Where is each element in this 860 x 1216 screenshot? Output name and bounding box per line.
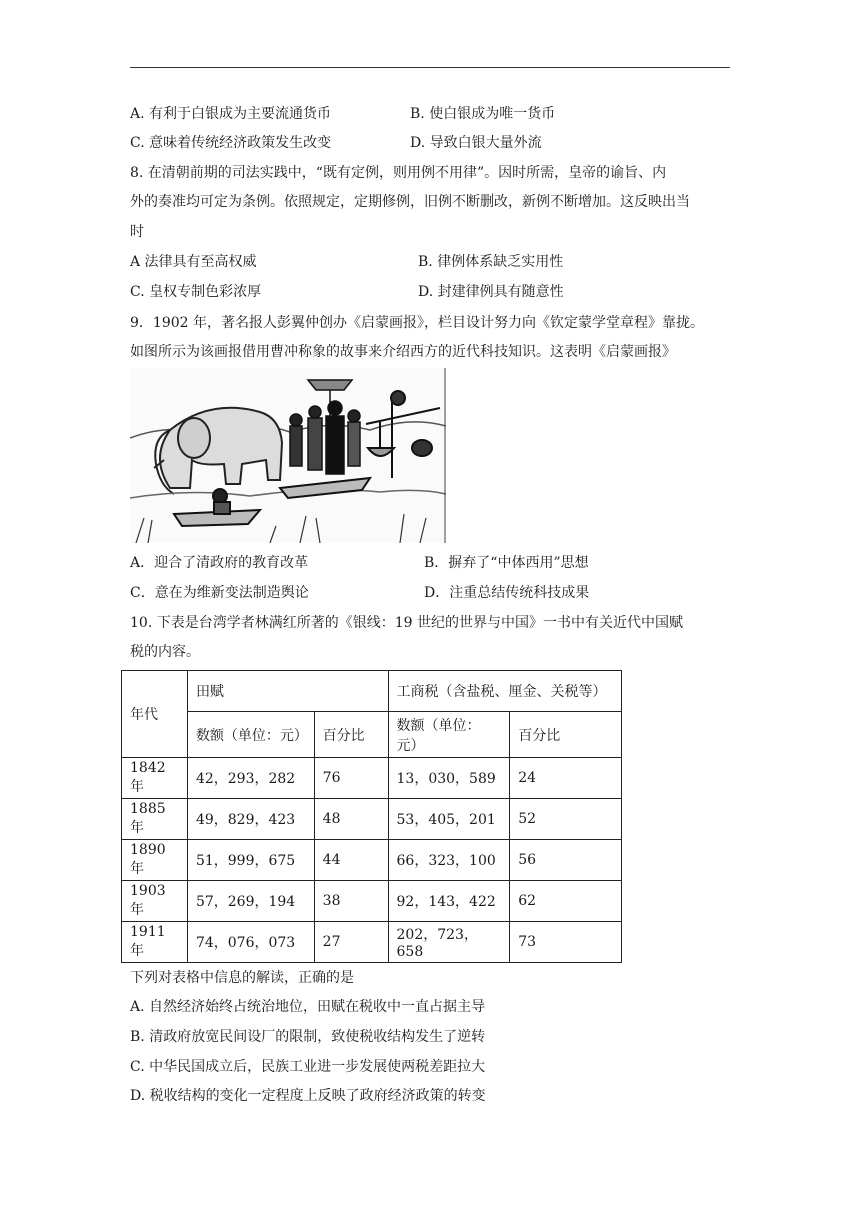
q8-stem-line1: 8. 在清朝前期的司法实践中，“既有定例，则用例不用律”。因时所需，皇帝的谕旨、内 xyxy=(130,165,667,181)
q9-option-d[interactable]: D．注重总结传统科技成果 xyxy=(424,585,590,601)
q10-option-d[interactable]: D. 税收结构的变化一定程度上反映了政府经济政策的转变 xyxy=(130,1088,486,1104)
cell-year: 1885 年 xyxy=(122,799,188,840)
q9-option-c[interactable]: C．意在为维新变法制造舆论 xyxy=(130,585,309,601)
q7-option-c[interactable]: C. 意味着传统经济政策发生改变 xyxy=(130,135,332,151)
q10-question: 下列对表格中信息的解读，正确的是 xyxy=(130,970,354,986)
cell-year: 1911 年 xyxy=(122,922,188,963)
q9-option-b[interactable]: B．摒弃了“中体西用”思想 xyxy=(424,555,589,571)
subheader-amount-a: 数额（单位：元） xyxy=(187,712,314,758)
subheader-pct-a: 百分比 xyxy=(314,712,388,758)
q10-option-c[interactable]: C. 中华民国成立后，民族工业进一步发展使两税差距拉大 xyxy=(130,1059,486,1075)
header-rule xyxy=(130,67,730,68)
header-land-tax: 田赋 xyxy=(187,671,388,712)
q10-stem-line2: 税的内容。 xyxy=(130,644,200,660)
cell-commercial-amount: 202，723，658 xyxy=(388,922,510,963)
cell-land-pct: 76 xyxy=(314,758,388,799)
q8-stem-line3: 时 xyxy=(130,224,144,240)
tax-table xyxy=(121,670,622,963)
q8-option-a[interactable]: A 法律具有至高权威 xyxy=(130,254,257,270)
cell-land-pct: 44 xyxy=(314,840,388,881)
subheader-pct-b: 百分比 xyxy=(510,712,622,758)
q7-option-d[interactable]: D. 导致白银大量外流 xyxy=(410,135,542,151)
cell-land-pct: 27 xyxy=(314,922,388,963)
cell-land-amount: 42，293，282 xyxy=(187,758,314,799)
cell-land-amount: 57，269，194 xyxy=(187,881,314,922)
cell-commercial-amount: 92，143，422 xyxy=(388,881,510,922)
q7-option-b[interactable]: B. 使白银成为唯一货币 xyxy=(410,106,556,122)
q10-stem-line1: 10. 下表是台湾学者林满红所著的《银线：19 世纪的世界与中国》一书中有关近代中国赋 xyxy=(130,615,683,631)
cell-year: 1842 年 xyxy=(122,758,188,799)
q8-stem-line2: 外的奏准均可定为条例。依照规定，定期修例，旧例不断删改，新例不断增加。这反映出当 xyxy=(130,194,690,210)
cell-land-amount: 74，076，073 xyxy=(187,922,314,963)
header-year: 年代 xyxy=(122,671,188,758)
cell-commercial-pct: 52 xyxy=(510,799,622,840)
q8-option-d[interactable]: D. 封建律例具有随意性 xyxy=(418,284,564,300)
cell-commercial-amount: 66，323，100 xyxy=(388,840,510,881)
table-row xyxy=(122,840,622,881)
q9-stem-line1: 9．1902 年，著名报人彭翼仲创办《启蒙画报》，栏目设计努力向《钦定蒙学堂章程》靠拢。 xyxy=(130,315,704,331)
cell-year: 1903 年 xyxy=(122,881,188,922)
cell-commercial-amount: 13，030，589 xyxy=(388,758,510,799)
header-commercial-tax: 工商税（含盐税、厘金、关税等） xyxy=(388,671,621,712)
cell-land-amount: 49，829，423 xyxy=(187,799,314,840)
cao-chong-elephant-illustration xyxy=(130,368,446,543)
table-row xyxy=(122,799,622,840)
table-row xyxy=(122,922,622,963)
table-row xyxy=(122,881,622,922)
q8-option-b[interactable]: B. 律例体系缺乏实用性 xyxy=(418,254,564,270)
q7-option-a[interactable]: A. 有利于白银成为主要流通货币 xyxy=(130,106,332,122)
cell-land-pct: 38 xyxy=(314,881,388,922)
q10-option-b[interactable]: B. 清政府放宽民间设厂的限制，致使税收结构发生了逆转 xyxy=(130,1029,486,1045)
q10-option-a[interactable]: A. 自然经济始终占统治地位，田赋在税收中一直占据主导 xyxy=(130,999,486,1015)
cell-land-amount: 51，999，675 xyxy=(187,840,314,881)
cell-commercial-pct: 73 xyxy=(510,922,622,963)
q8-option-c[interactable]: C. 皇权专制色彩浓厚 xyxy=(130,284,262,300)
cell-commercial-pct: 56 xyxy=(510,840,622,881)
cell-year: 1890 年 xyxy=(122,840,188,881)
cell-land-pct: 48 xyxy=(314,799,388,840)
q9-option-a[interactable]: A．迎合了清政府的教育改革 xyxy=(130,555,309,571)
q9-stem-line2: 如图所示为该画报借用曹冲称象的故事来介绍西方的近代科技知识。这表明《启蒙画报》 xyxy=(130,344,676,360)
table-row xyxy=(122,758,622,799)
cell-commercial-pct: 24 xyxy=(510,758,622,799)
cell-commercial-pct: 62 xyxy=(510,881,622,922)
cell-commercial-amount: 53，405，201 xyxy=(388,799,510,840)
subheader-amount-b: 数额（单位：元） xyxy=(388,712,510,758)
